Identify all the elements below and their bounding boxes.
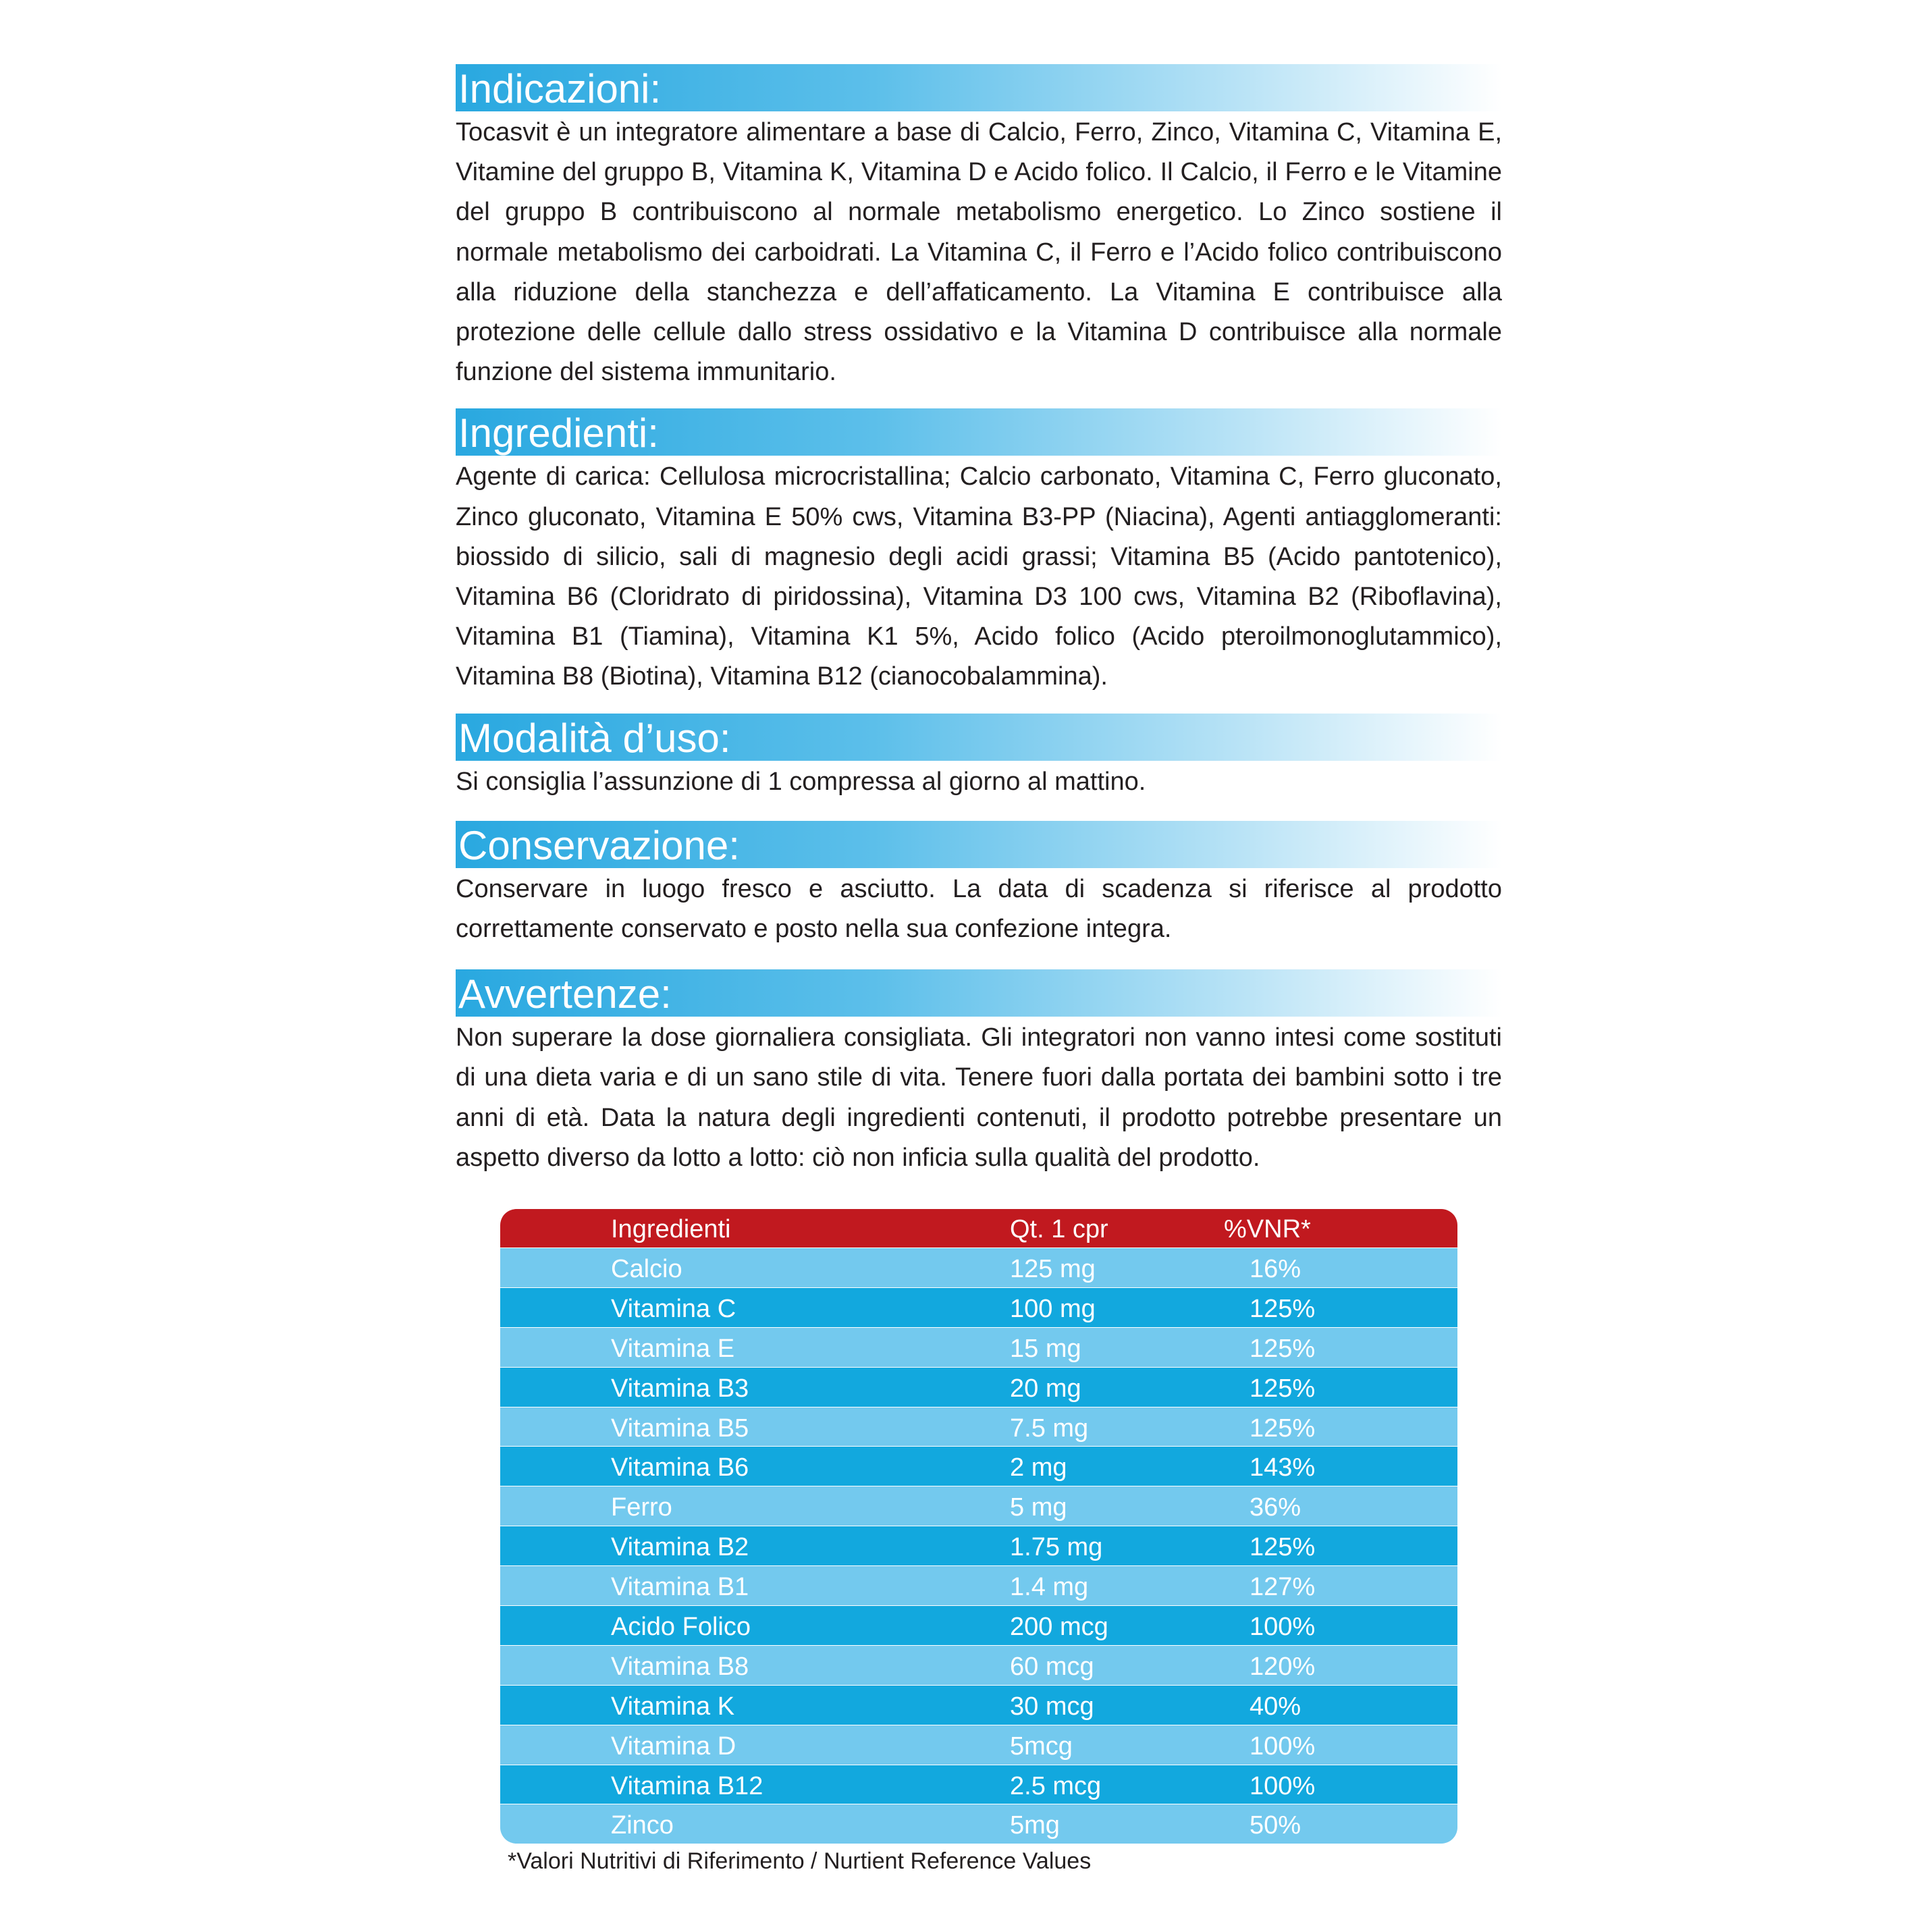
cell-ingredient: Vitamina B3 [611,1374,749,1403]
table-row [500,1446,1457,1486]
header-vnr: %VNR* [1224,1215,1311,1243]
cell-vnr: 143% [1250,1453,1316,1482]
cell-ingredient: Vitamina B2 [611,1533,749,1562]
cell-quantity: 2 mg [1010,1453,1067,1482]
cell-vnr: 100% [1250,1732,1316,1761]
table-row [500,1247,1457,1287]
cell-vnr: 127% [1250,1573,1316,1602]
cell-quantity: 60 mcg [1010,1652,1094,1681]
cell-vnr: 40% [1250,1692,1302,1721]
cell-vnr: 125% [1250,1374,1316,1403]
table-body [500,1247,1457,1844]
cell-ingredient: Vitamina C [611,1294,736,1323]
avvertenze-text: Non superare la dose giornaliera consigliata. Gli integratori non vanno intesi come sostituti di una dieta varia e di un sano stile di vita. Tenere fuori dalla portata dei bambini sotto i tre anni di età. Data la natura degli ingredienti contenuti, il prodotto potrebbe presentare un aspetto diverso da lotto a lotto: ciò non inficia sulla qualità del prodotto. [456,1023,1502,1172]
cell-ingredient: Vitamina B5 [611,1414,749,1443]
header-ingredienti: Ingredienti [611,1215,731,1243]
cell-quantity: 20 mg [1010,1374,1081,1403]
conservazione-title: Conservazione: [456,821,1502,868]
cell-ingredient: Vitamina B12 [611,1771,763,1800]
cell-quantity: 200 mcg [1010,1613,1108,1642]
table-header [500,1209,1457,1247]
cell-quantity: 5mg [1010,1811,1060,1840]
table-row [500,1526,1457,1565]
cell-quantity: 5mcg [1010,1732,1073,1761]
header-quantity: Qt. 1 cpr [1010,1215,1108,1243]
indicazioni-text: Tocasvit è un integratore alimentare a base di Calcio, Ferro, Zinco, Vitamina C, Vitamina E, Vitamine del gruppo B, Vitamina K, Vitamina D e Acido folico. Il Calcio, il Ferro e le Vitamine del gruppo B contribuiscono al normale metabolismo energetico. Lo Zinco sostiene il normale metabolismo dei carboidrati. La Vitamina C, il Ferro e l’Acido folico contribuiscono alla riduzione della stanchezza e dell’affaticamento. La Vitamina E contribuisce alla protezione delle cellule dallo stress ossidativo e la Vitamina D contribuisce alla normale funzione del sistema immunitario. [456,118,1502,387]
table-row [500,1486,1457,1526]
cell-ingredient: Vitamina B6 [611,1453,749,1482]
cell-ingredient: Vitamina K [611,1692,735,1721]
table-row [500,1605,1457,1645]
table-row [500,1645,1457,1685]
cell-ingredient: Acido Folico [611,1613,751,1642]
nutrition-table [500,1209,1457,1844]
cell-quantity: 100 mg [1010,1294,1096,1323]
cell-vnr: 125% [1250,1334,1316,1363]
cell-vnr: 36% [1250,1493,1302,1522]
conservazione-text: Conservare in luogo fresco e asciutto. La data di scadenza si riferisce al prodotto correttamente conservato e posto nella sua confezione integra. [456,874,1502,944]
cell-quantity: 125 mg [1010,1255,1096,1283]
ingredienti-title: Ingredienti: [456,408,1502,456]
cell-ingredient: Vitamina B1 [611,1573,749,1602]
cell-vnr: 125% [1250,1414,1316,1443]
table-row [500,1685,1457,1725]
cell-ingredient: Vitamina E [611,1334,735,1363]
cell-ingredient: Zinco [611,1811,674,1840]
cell-ingredient: Vitamina B8 [611,1652,749,1681]
ingredienti-text: Agente di carica: Cellulosa microcristallina; Calcio carbonato, Vitamina C, Ferro gluconato, Zinco gluconato, Vitamina E 50% cws, Vitamina B3-PP (Niacina), Agenti antiagglomeranti: biossido di silicio, sali di magnesio degli acidi grassi; Vitamina B5 (Acido pantotenico), Vitamina B6 (Cloridrato di piridossina), Vitamina D3 100 cws, Vitamina B2 (Riboflavina), Vitamina B1 (Tiamina), Vitamina K1 5%, Acido folico (Acido pteroilmonoglutammico), Vitamina B8 (Biotina), Vitamina B12 (cianocobalammina). [456,462,1502,691]
cell-quantity: 30 mcg [1010,1692,1094,1721]
cell-vnr: 16% [1250,1255,1302,1283]
table-row [500,1327,1457,1367]
table-row [500,1565,1457,1605]
cell-vnr: 125% [1250,1294,1316,1323]
cell-quantity: 2.5 mcg [1010,1771,1102,1800]
table-row [500,1804,1457,1844]
avvertenze-title: Avvertenze: [456,969,1502,1017]
table-row [500,1287,1457,1327]
leaflet-content [456,64,1502,1178]
cell-ingredient: Calcio [611,1255,682,1283]
cell-quantity: 1.75 mg [1010,1533,1103,1562]
cell-vnr: 100% [1250,1771,1316,1800]
cell-quantity: 7.5 mg [1010,1414,1089,1443]
cell-ingredient: Vitamina D [611,1732,736,1761]
table-row [500,1765,1457,1804]
cell-quantity: 1.4 mg [1010,1573,1089,1602]
indicazioni-title: Indicazioni: [456,64,1502,111]
modalita-title: Modalità d’uso: [456,714,1502,761]
modalita-text: Si consiglia l’assunzione di 1 compressa al giorno al mattino. [456,767,1146,796]
cell-quantity: 15 mg [1010,1334,1081,1363]
cell-vnr: 125% [1250,1533,1316,1562]
table-row [500,1407,1457,1447]
cell-vnr: 120% [1250,1652,1316,1681]
cell-ingredient: Ferro [611,1493,672,1522]
table-footnote: *Valori Nutritivi di Riferimento / Nurtient Reference Values [508,1848,1092,1874]
table-row [500,1725,1457,1765]
table-row [500,1367,1457,1407]
cell-vnr: 100% [1250,1613,1316,1642]
cell-quantity: 5 mg [1010,1493,1067,1522]
cell-vnr: 50% [1250,1811,1302,1840]
